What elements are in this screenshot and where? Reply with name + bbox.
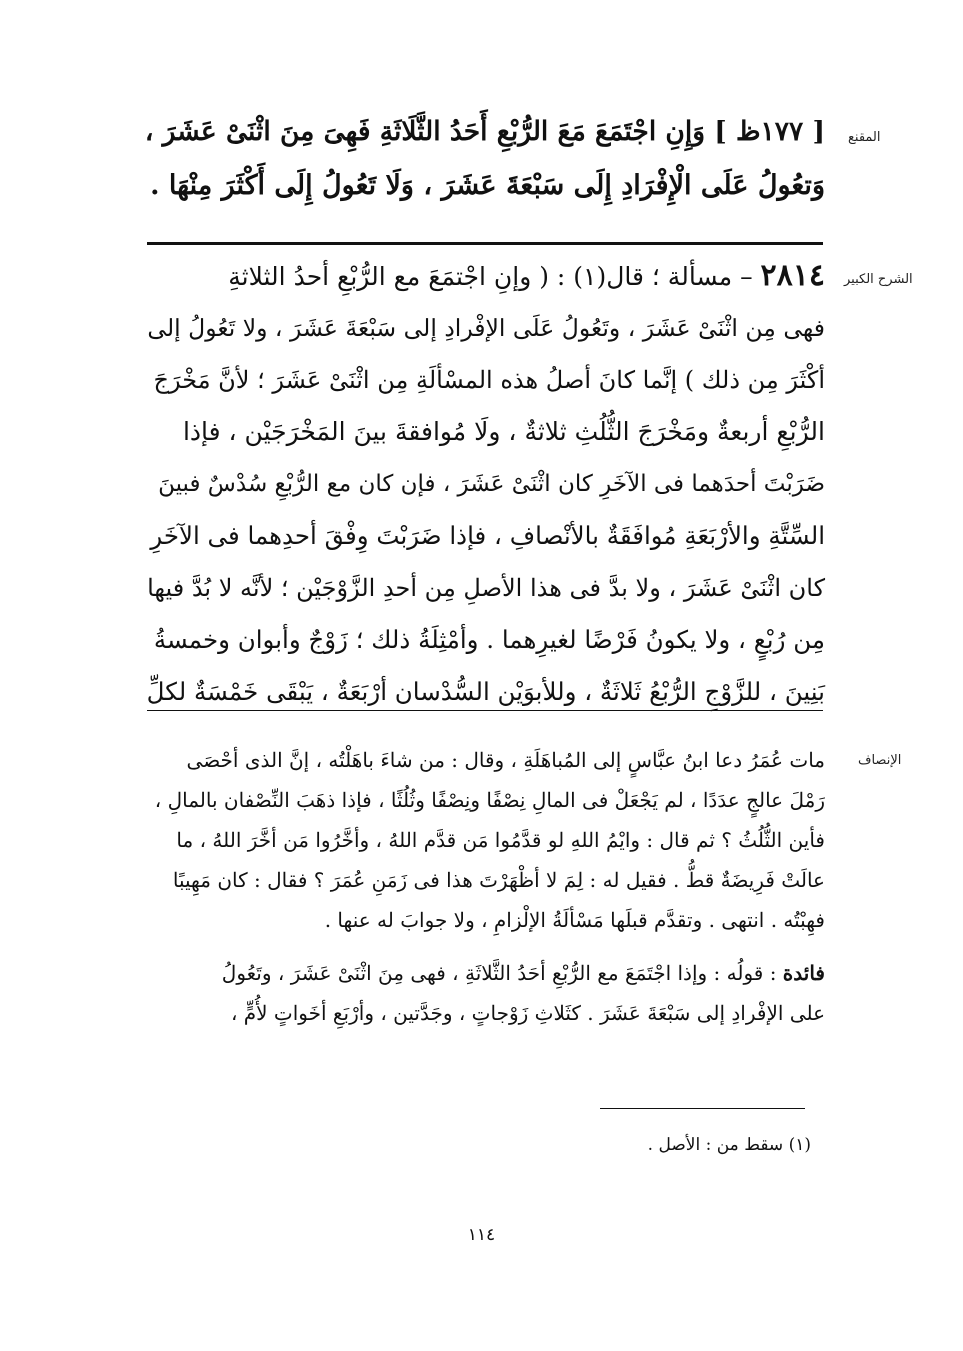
sharh-text: – مسألة ؛ قال(١) : ( وإنِ اجْتمَعَ مع الرُّبْعِ أحدُ الثلاثةِ — [228, 262, 761, 291]
label-sharh-kabir: الشرح الكبير — [844, 272, 913, 287]
insaf-line: رَمْلَ عالجٍ عدَدًا ، لم يَجْعَلْ فى المالِ نِصْفًا ونِصْفًا وثُلُثًا ، فإذا ذهَبَ النِّصْفان بالمالِ ، — [154, 788, 825, 812]
faida-line: على الإفْرادِ إلى سَبْعَةَ عَشَرَ . كثَلاثِ زَوْجاتٍ ، وجَدَّتين ، وأرْبَعِ أخَواتٍ لأُمٍّ ، — [230, 1001, 825, 1025]
sharh-line: ضَرَبْتَ أحدَهما فى الآخَرِ كان اثْنَىْ عَشَرَ ، فإن كان مع الرُّبْعِ سُدْسٌ فبينَ — [158, 471, 825, 497]
issue-number: ٢٨١٤ — [760, 258, 825, 293]
sharh-line: كان اثْنَىْ عَشَرَ ، ولا بدَّ فى هذا الأصلِ مِن أحدِ الزَّوْجَيْن ؛ لأنَّه لا بُدَّ فيها — [147, 574, 825, 602]
sharh-line: الرُّبْعِ أربعةٌ ومَخْرَجَ الثُّلُثِ ثلاثةٌ ، ولَا مُوافقةَ بينَ المَخْرَجَيْن ، فإذا — [182, 417, 825, 446]
muqni-line: وَتعُولُ عَلَى الْإِفْرَادِ إِلَى سَبْعَةَ عَشَرَ ، وَلَا تَعُولُ إِلَى أَكْثَرَ مِنْهَا . — [150, 170, 825, 201]
faida-label: فائدة — [782, 961, 825, 985]
sharh-line: بَنِينَ ، للزَّوْجِ الرُّبْعُ ثَلاثَةٌ ، وللأبوَيْن السُّدْسان أرْبَعَةٌ ، يَبْقَى خَمْسَةٌ لكلِّ — [146, 677, 825, 706]
faida-line — [222, 953, 825, 993]
insaf-section — [145, 740, 825, 1090]
insaf-line: فأين الثُّلُثُ ؟ ثم قال : وايْمُ اللهِ لو قدَّمُوا مَن قدَّم اللهُ ، وأخَّرُوا مَن أخَّرَ اللهُ ، ما — [176, 828, 825, 852]
section-divider — [147, 710, 823, 711]
label-insaf: الإنصاف — [858, 753, 902, 768]
sharh-first-line — [228, 250, 825, 302]
sharh-line: السِّتَّةِ والأرْبَعَةِ مُوافَقَةٌ بالأنْصافِ ، فإذا ضَرَبْتَ وِفْقَ أحدِهما فى الآخَرِ — [150, 521, 825, 550]
page-number: ١١٤ — [467, 1225, 496, 1245]
insaf-line: مات عُمَرُ دعا ابنُ عبَّاسٍ إلى المُباهَلَةِ ، وقال : من شاءَ باهَلْتُه ، إنَّ الذى أحْصَى — [186, 748, 825, 772]
footnote: (١) سقط من : الأصل . — [647, 1135, 811, 1155]
label-muqni: المقنع — [848, 130, 881, 145]
sharh-section — [145, 250, 825, 706]
muqni-section — [145, 108, 825, 218]
insaf-line: عالَتْ فَرِيضَةٌ قطُّ . فقيل له : لِمَ لا أظْهَرْتَ هذا فى زَمَنِ عُمَرَ ؟ فقال : كان مَهِيبًا — [172, 868, 825, 892]
faida-text: : قولُه : وإذا اجْتَمَعَ مع الرُّبْعِ أحَدُ الثَّلاثَةِ ، فهى مِنَ اثْنَىْ عَشَرَ ، وتَعُولُ — [221, 961, 783, 985]
sharh-line: مِن رُبْعٍ ، ولا يكونُ فَرْضًا لغيرِهما . وأمْثِلَةُ ذلك ؛ زَوْجٌ وأبوان وخمسةُ — [153, 625, 825, 654]
muqni-line: [ ١٧٧ظ ] وَإِنِ اجْتَمَعَ مَعَ الرُّبْعِ أَحَدُ الثَّلَاثَةِ فَهِىَ مِنَ اثْنَىْ عَشَرَ ، — [144, 116, 825, 147]
section-divider — [147, 242, 823, 245]
footnote-divider — [600, 1108, 805, 1109]
sharh-line: فهى مِن اثْنَىْ عَشَرَ ، وتَعُولُ عَلَى الإفْرادِ إلى سَبْعَةَ عَشَرَ ، ولا تَعُولُ إلى — [147, 314, 825, 342]
insaf-line: فهِبْتُه . انتهى . وتقدَّم قبلَها مَسْألَةُ الإلْزامِ ، ولا جوابَ له عنها . — [324, 908, 825, 932]
sharh-line: أكْثَرَ مِن ذلك ) إنَّما كانَ أصلُ هذه المسْألَةِ مِن اثْنَىْ عَشَرَ ؛ لأنَّ مَخْرَجَ — [153, 366, 825, 394]
